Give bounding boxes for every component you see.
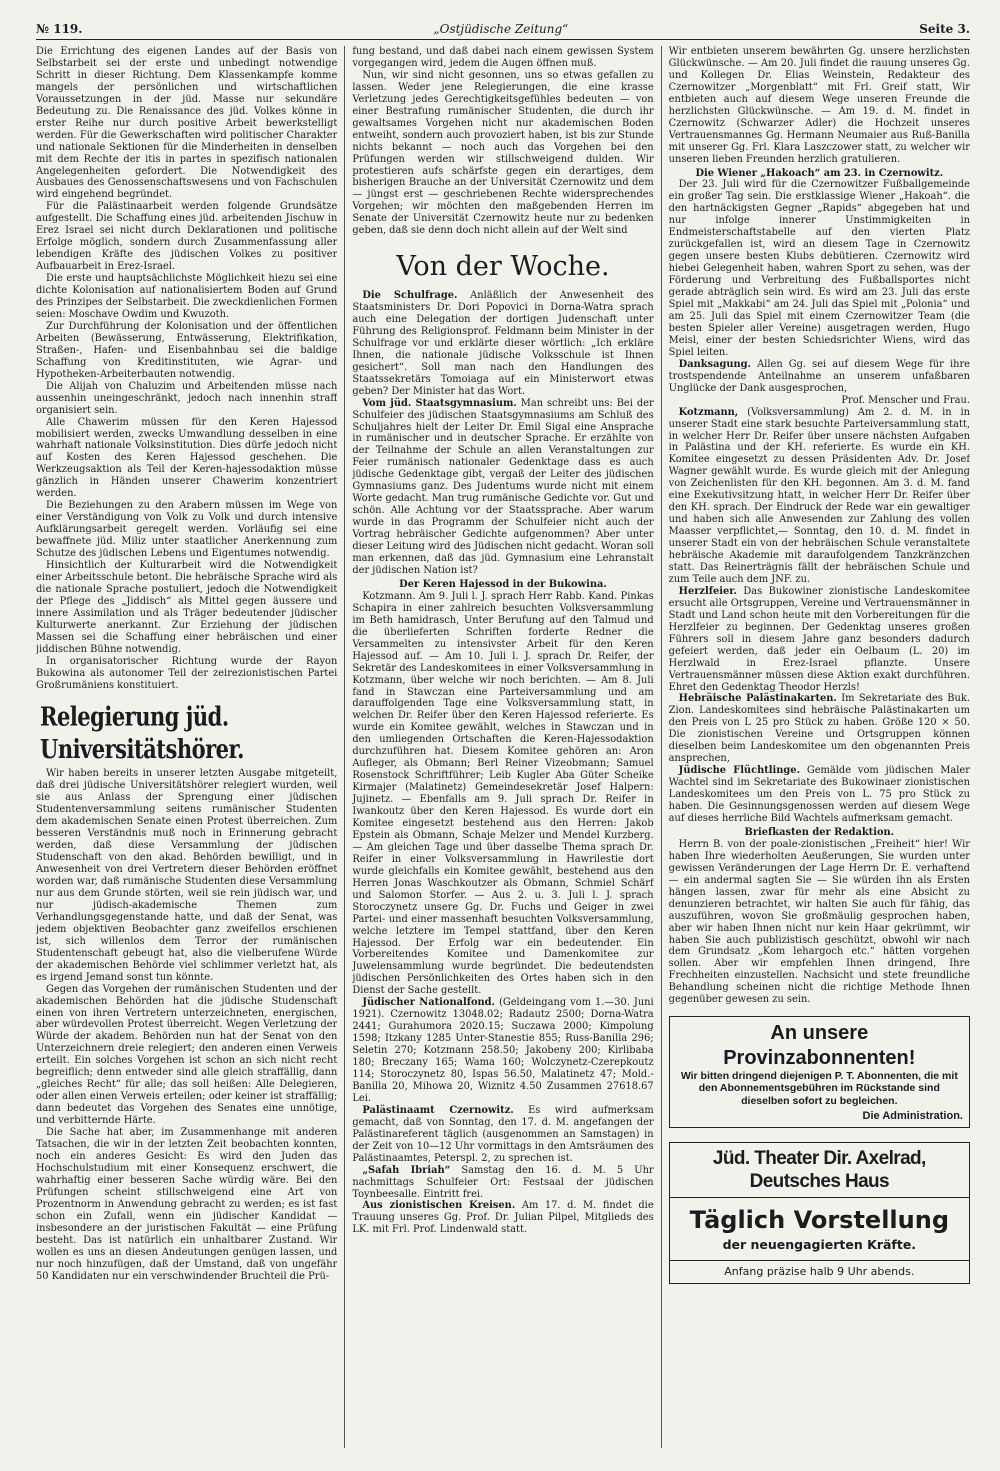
theater-start-time: Anfang präzise halb 9 Uhr abends. <box>670 1260 969 1282</box>
paragraph: Die erste und hauptsächlichste Möglichkeit hiezu sei eine dichte Kolonisation auf nationalisiertem Boden auf Grund des Prinzipes der Selbstarbeit. Die zweckdienlichen Formen seien: Moschave Owdim und Kwuzoth. <box>36 273 338 320</box>
column-1 <box>36 46 337 1448</box>
item-text: Anläßlich der Anwesenheit des Staatsministers Dr. Dori Popovici in Dorna-Watra sprach auch eine Delegation der dortigen Judenschaft unter Führung des Religionsprof. Feldmann beim Minister in der Schulfrage vor und erklärte dieser wörtlich: „Ich erkläre Ihnen, die nationale jüdische Volksschule ist Ihnen gesichert“. Soll man nach den Handlungen des Staatssekretärs Tomoiaga auf ein Ministerwort etwas geben? Der Minister hat das Wort. <box>352 290 654 397</box>
item-heading: Herzlfeier. <box>678 585 737 597</box>
news-item <box>352 1165 653 1201</box>
item-text: Allen Gg. sei auf diesem Wege für ihre trostspendende Anteilnahme an unserem unfaßbaren Unglücke der Dank ausgesprochen, <box>668 358 970 394</box>
theater-headline: Täglich Vorstellung <box>689 1206 949 1235</box>
issue-number: № 119. <box>36 22 83 36</box>
item-text: Herrn B. von der poale-zionistischen „Freiheit“ hier! Wir haben Ihre wiederholten Aeußerungen, Sie wurden unter gewissen Veränderungen der Lage Herrn Dr. E. verhaftend — ein andermal sagten Sie — Sie würden ihn als Ersten hängen lassen, zwar für mehr als eine Absicht zu denunzieren betrachtet, wir halten Sie auch für fähig, das auszuführen, wovon Sie großmäulig gesprochen haben, aber wir haben Ihnen nicht nur kein Haar gekrümmt, wir haben Sie auch publizistisch geschützt, obwohl wir nach dem Grundsatz „Kom lehargoch etc.“ hätten vorgehen sollen. Aber wir empfehlen Ihnen dringend, Ihre Frechheiten einzustellen. Nachsicht und stete freundliche Behandlung scheinen nicht die richtige Methode Ihnen gegenüber gewesen zu sein. <box>668 838 970 1006</box>
item-heading: Briefkasten der Redaktion. <box>744 826 895 838</box>
item-text: Kotzmann. Am 9. Juli l. J. sprach Herr Rabb. Kand. Pinkas Schapira in einer zahlreich besuchten Volksversammlung im Beth hamidrasch, Unter Berufung auf den Talmud und die überlieferten Schriften forderte Redner die Versammelten zu intensivster Arbeit für den Keren Hajessod auf. — Am 10. Juli l. J. sprach Dr. Reifer, der Sekretär des Landeskomitees in einer Volksversammlung in Kotzmann, über welche wir noch berichten. — Am 8. Juli fand in Stawczan eine Parteiversammlung und am darauffolgenden Tage eine Volksversammlung statt, in welchen Dr. Reifer über den Keren Hajessod referierte. Es wurde ein Komitee gewählt, welches in Stawczan und in den umliegenden Ortschaften die Keren-Hajessodaktion durchzuführen hat. Diesem Komitee gehören an: Aron Aufleger, als Obmann; Berl Reiner Vizeobmann; Samuel Rosenstock Schriftführer; Leib Kugler Aba Güter Scheike Kirmajer (Malatinetz) Gemeindesekretär Josef Halpern: Jujinetz. — Ebenfalls am 9. Juli sprach Dr. Reifer in Iwankoutz über den Keren Hajessod. Es wurde dort ein Komitee eingesetzt bestehend aus den Herren: Jakob Epstein als Obmann, Schaje Melzer und Mendel Kurzberg.— Am gleichen Tage und über dasselbe Thema sprach Dr. Reifer in einer Volksversammlung in Hawrilestie dort wurde gleichfalls ein Komitee gewählt, bestehend aus den Herren Jonas Waschkoutzer als Obmann, Schmiel Schärf und Salomon Storfer. — Aus 2. u. 3. Juli l. J. sprach Storoczynetz unsere Gg. Dr. Fuchs und Geiger in zwei Partei- und einer massenhaft besuchten Volksversammlung, welche letztere im Tempel stattfand, über den Keren Hajessod. Der Erfolg war ein bedeutender. Ein Vorbereitendes Komitee und Damenkomitee zur Juwelensammlung wurde begründet. Die bedeutendsten jüdischen Persönlichkeiten des Ortes haben sich in den Dienst der Sache gestellt. <box>352 590 654 997</box>
item-heading: Danksagung. <box>678 358 751 370</box>
column-divider <box>661 46 662 1448</box>
news-item <box>352 1105 653 1165</box>
paragraph: fung bestand, und daß dabei nach einem gewissen System vorgegangen wird, jedem die Augen öffnen muß. <box>352 46 654 69</box>
news-item <box>352 997 653 1105</box>
item-heading: Jüdischer Nationalfond. <box>362 997 495 1009</box>
paragraph: Für die Palästinaarbeit werden folgende Grundsätze aufgestellt. Die Schaffung eines jüd. arbeitenden Jischuw in Erez Israel sei nicht durch Deklarationen und politische Erfolge möglich, sondern durch Zusammenfassung aller lebendigen Kräfte des jüdischen Volkes zu positiver Aufbauarbeit in Erez-Israel. <box>36 201 338 273</box>
item-heading: Der Keren Hajessod in der Bukowina. <box>399 578 607 590</box>
theater-advertisement <box>669 1142 970 1284</box>
item-text: Gemälde vom jüdischen Maler Wachtel sind im Sekretariate des Bukowinaer zionistischen Landeskomitees um den Preis von L. 75 pro Stück zu haben. Die Gesinnungsgenossen werden auf diesem Wege auf dieses herrliche Bild Wachtels aufmerksam gemacht. <box>668 765 970 824</box>
item-text: Man schreibt uns: Bei der Schulfeier des jüdischen Staatsgymnasiums am Schluß des Schuljahres hielt der Leiter Dr. Emil Sigal eine Ansprache in rumänischer und in deutscher Sprache. Er erzählte von der Teilnahme der Schule an allen Veranstaltungen zur Feier rumänisch nationaler Gedenktage dass es auch jüdische Gedenktage gibt, vergaß der Leiter des jüdischen Gymnasiums ganz. Des Judentums wurde nicht mit einem Worte gedacht. Man trug rumänische Gedichte vor. Gut und schön. Alle Achtung vor der Staatssprache. Aber warum wurde in das Programm der Schulfeier nicht auch der Vortrag hebräischer Gedichte aufgenommen? Aber unter dieser Leitung wird des Jüdischen nicht gedacht. Woran soll man erkennen, daß das jüd. Gymnasium eine Lehranstalt der jüdischen Nation ist? <box>352 397 654 576</box>
news-item <box>669 765 970 825</box>
item-heading: Die Wiener „Hakoach“ am 23. in Czernowitz. <box>695 167 944 179</box>
item-text: Es wird aufmerksam gemacht, daß von Sonntag, den 17. d. M. angefangen der Palästinareferent täglich (ausgenommen an Samstagen) in der Zeit von 10—12 Uhr vormittags in den Amtsräumen des Palästinaamtes, Peterspl. 2, zu sprechen ist. <box>352 1104 654 1164</box>
paragraph: Die Sache hat aber, im Zusammenhange mit anderen Tatsachen, die wir in der letzten Zeit beobachten konnten, noch ein anderes Gesicht: Es wird den Juden das Hochschulstudium mit einer Konsequenz erschwert, die wahrhaftig einer besseren Sache würdig wäre. Bei den Prüfungen scheint stillschweigend eine Art von Prozentnorm in Anwendung gebracht zu werden; es ist fast schon ein Zufall, wenn ein jüdischer Kandidat — insbesondere an der juristischen Fakultät — eine Prüfung besteht. Das ist natürlich ein unhaltbarer Zustand. Wir wollen es uns an diesen Andeutungen genügen lassen, und nur noch hinzufügen, daß der Umstand, daß von ungefähr 50 Kandidaten nur ein verschwindender Bruchteil die Prü- <box>36 1127 338 1282</box>
item-heading: Aus zionistischen Kreisen. <box>362 1200 516 1212</box>
subscriber-notice-box <box>669 1016 970 1128</box>
paragraph: Hinsichtlich der Kulturarbeit wird die Notwendigkeit einer Arbeitsschule betont. Die hebräische Sprache wird als die nationale Sprache postuliert, jedoch die Notwendigkeit der Pflege des „Jiddisch“ als Mittel gegen äussere und innere Assimilation und als Träger bedeutender jüdischer Kulturwerte anerkannt. Zur Erziehung der jüdischen Massen sei die Schaffung einer hebräischen und einer jiddischen Bühne notwendig. <box>36 559 338 655</box>
column-3 <box>669 46 970 1448</box>
paragraph: Gegen das Vorgehen der rumänischen Studenten und der akademischen Behörden hat die jüdische Studenschaft einen von ihren Vertretern unterzeichneten, energischen, aber würdevollen Protest überreicht. Wegen Verletzung der Würde der akadem. Behörden nun hat der Senat von den Unterzeichnern dreie relegiert; den anderen einen Verweis erteilt. Ein solches Vorgehen ist schon an sich nicht recht begreiflich; denn entweder sind alle gleich straffällig, dann „gleiches Recht“ für alle; das soll heißen: Alle Delegieren, oder allen einen Verweis erteilen; oder keiner ist straffällig; dann bedeutet das Vorgehen des Senates eine unnötige, und verbitternde Härte. <box>36 983 338 1127</box>
column-divider <box>344 46 345 1448</box>
item-text: (Volksversammlung) Am 2. d. M. in in unserer Stadt eine stark besuchte Parteiversammlung statt, in welcher Herr Dr. Reifer über unsere nächsten Aufgaben in Palästina und der KH. referierte. Es wurde ein KH. Komitee eingesetzt zu dessen Präsidenten Adv. Dr. Josef Wagner gewählt wurde. Es wurde gleich mit der Anlegung von Zeichenlisten für den KH. begonnen. Am 3. d. M. fand eine Exekutivsitzung htatt, in welcher Herr Dr. Reifer über den KH. sprach. Der Eindruck der Rede war ein gewaltiger und haben sich alle Anwesenden zur Zahlung des vollen Maasser verpflichtet,— Sonntag, den 10. d. M. findet in unserer Stadt ein von der hebräischen Schule veranstaltete hebräische Akademie mit daraufolgendem Tanzkränzchen statt. Das Reinerträgnis fällt der hebräischen Schule und zum Teile auch dem JNF. zu. <box>668 406 970 585</box>
column-2 <box>352 46 653 1448</box>
item-heading: Die Schulfrage. <box>362 290 458 302</box>
news-item <box>669 359 970 395</box>
paragraph: Nun, wir sind nicht gesonnen, uns so etwas gefallen zu lassen. Weder jene Relegierungen, die eine krasse Verletzung jedes Gerechtigkeitsgefühles bedeuten — von einer Bestrafung rumänischer Studenten, die durch ihr gewaltsames Vorgehen nicht nur akademischen Boden entweiht, sondern auch provoziert haben, ist bis zur Stunde nichts bekannt — noch auch das Vorgehen bei den Prüfungen werden wir stillschweigend dulden. Wir protestieren aufs schärfste gegen ein derartiges, dem bisherigen Brauche an der Universität Czernowitz und dem — jüngst erst — geschriebenen Rechte widersprechendes Vorgehen; wir möchten den maßgebenden Herren im Senate der Universität Czernowitz heute nur zu bedenken geben, daß sie denn doch nicht allein auf der Welt sind <box>352 69 654 237</box>
news-item <box>352 398 653 577</box>
item-text: Der 23. Juli wird für die Czernowitzer Fußballgemeinde ein großer Tag sein. Die erstklassige Wiener „Hakoah“. die den hartnäckigsten Gegner „Rapids“ abgegeben hat und nur infolge innerer Unstimmigkeiten in Endmeisterschaftstabelle auf den vierten Platz zurückgefallen ist, wird an diesem Tage in Czernowitz gegen unsere besten Klubs debütieren. Czernowitz wird hiebei Gelegenheit haben, wahren Sport zu sehen, was der Förderung und Verbreitung des Fußballsportes nicht gerade abträglich sein wird. Es wird am 23. Juli das erste Spiel mit „Makkabi“ am 24. Juli das Spiel mit „Polonia“ und am 25. Juli das Spiel mit einem Czernowitzer Team (die besten Spieler aller Vereine) ausgetragen werden, Hugo Meisl, einer der besten Schiedsrichter Wiens, wird das Spiel leiten. <box>668 179 970 358</box>
newspaper-page <box>36 22 970 1452</box>
news-item <box>669 407 970 586</box>
news-item <box>352 290 653 398</box>
paragraph: Zur Durchführung der Kolonisation und der öffentlichen Arbeiten (Bewässerung, Entwässerung, Elektrifikation, Straßen-, Hafen- und Eisenbahnbau sei die baldige Schaffung von Kreditinstituten, wie Agrar- und Hypotheken-Arbeiterbauten notwendig. <box>36 320 338 380</box>
notice-title: An unsere Provinzabonnenten! <box>723 1022 916 1069</box>
item-text: Samstag den 16. d. M. 5 Uhr nachmittags Schulfeier Ort: Festsaal der jüdischen Toynbeesalle. Eintritt frei. <box>352 1164 654 1200</box>
item-text: (Geldeingang vom 1.—30. Juni 1921). Czernowitz 13048.02; Radautz 2500; Dorna-Watra 2441; Gurahumora 2020.15; Suczawa 2000; Kimpolung 1598; Itzkany 1285 Unter-Stanestie 855; Russ-Banilla 296; Seletin 270; Kotzmann 258.50; Jakobeny 200; Kirlibaba 180; Breczany 165; Wama 160; Wolczynetz-Czerepkoutz 114; Storoczynetz 80, Ispas 56.50, Malatinetz 47; Mold.-Banilla 20, Mihowa 20, Wiznitz 4.50 Zusammen 27618.67 Lei. <box>352 997 654 1104</box>
item-heading: Kotzmann, <box>678 406 739 418</box>
paragraph: Wir haben bereits in unserer letzten Ausgabe mitgeteilt, daß drei jüdische Universitätshörer relegiert wurden, weil sie aus Anlass der Sprengung einer jüdischen Studentenversammlung seitens rumänischer Studenten dem akademischen Senate einen Protest überreichen. Zum besseren Verständnis muß noch in Erinnerung gebracht werden, daß diese Versammlung der jüdischen Studenschaft von den akad. Behörden bewilligt, und in Anwesenheit von drei Vertretern dieser Behörden eröffnet worden war, daß rumänische Studenten diese Versammlung nur aus dem Grunde störten, weil sie rein jüdisch war, und nur jüdisch-akademische Themen zum Verhandlungsgegenstande hatte, und daß der Senat, was jedem objektiven Beobachter ganz zweifellos erschienen ist, sich willenlos dem Terror der rumänischen Studentenschaft gebeugt hat, also die vielberufene Würde der akademischen Behörde viel schlimmer verletzt hat, als es irgend Jemand sonst tun könnte. <box>36 768 338 983</box>
columns <box>36 46 970 1448</box>
item-text: Im Sekretariate des Buk. Zion. Landeskomitees sind hebräische Palästinakarten um den Preis von L 25 pro Stück zu haben. Größe 120 × 50. Die zionistischen Vereine und Ortsgruppen können dieselben beim Landeskomitee um den obgenannten Preis ansprechen, <box>668 693 970 765</box>
paragraph: Die Errichtung des eigenen Landes auf der Basis von Selbstarbeit sei der erste und unbedingt notwendige Schritt in dieser Richtung. Dem Klassenkampfe komme mangels der persönlichen und wirtschaftlichen Voraussetzungen in der jüd. Masse nur sekundäre Bedeutung zu. Die Renaissance des jüd. Volkes könne in erster Reihe nur durch positive Arbeit bewerkstelligt werden. Für die Gewerkschaften wird politischer Charakter und nationale Sektionen für die Minderheiten in denselben mit dem Rechte der itis in partes in spezifisch nationalen Angelegenheiten gefordert. Die Notwendigkeit des Ausbaues des Genossenschaftswesens und von Fachschulen wird eingehend begründet. <box>36 46 338 201</box>
paragraph: Die Alijah von Chaluzim und Arbeitenden müsse nach aussenhin uneingeschränkt, jedoch nach innenhin straff organisiert sein. <box>36 380 338 416</box>
newspaper-title: „Ostjüdische Zeitung“ <box>433 22 569 36</box>
masthead <box>36 22 970 40</box>
paragraph: Die Beziehungen zu den Arabern müssen im Wege von einer Verständigung von Volk zu Volk und durch intensive Aufklärungsarbeit geregelt werden. Vorläufig sei eine bewaffnete jüd. Miliz unter staatlicher Anerkennung zum Schutze des jüdischen Lebens und Eigentumes notwendig. <box>36 500 338 560</box>
signature: Prof. Menscher und Frau. <box>841 394 970 406</box>
news-item <box>352 1200 653 1236</box>
paragraph: Alle Chawerim müssen für den Keren Hajessod mobilisiert werden, zwecks Umwandlung desselben in eine wahrhaft nationale Volksinstitution. Dies dürfe jedoch nicht auf Kosten des Keren Hajessod geschehen. Die Werkzeugsaktion als Teil der Keren-hajessodaktion müsse gänzlich in Händen unserer Chawerim konzentriert werden. <box>36 416 338 500</box>
item-heading: Jüdische Flüchtlinge. <box>678 765 800 777</box>
item-heading: Vom jüd. Staatsgymnasium. <box>362 397 517 409</box>
notice-signature: Die Administration. <box>862 1109 963 1122</box>
theater-name: Jüd. Theater Dir. Axelrad, Deutsches Haus <box>670 1143 969 1198</box>
item-text: Das Bukowiner zionistische Landeskomitee ersucht alle Ortsgruppen, Vereine und Vertrauensmänner in Stadt und Land schon heute mit den Vorbereitungen für die Herzlfeier zu beginnen. Der Gedenktag unseres großen Führers soll in diesem Jahre ganz besonders dadurch gefeiert werden, daß jeder ein Oelbaum (L. 20) im Herzlwald in Erez-Israel pflanzte. Unsere Vertrauensmänner müssen diese Aktion exakt durchführen. Ehret den Gedenktag Theodor Herzls! <box>668 585 970 693</box>
news-item <box>669 693 970 765</box>
item-heading: Hebräische Palästinakarten. <box>678 693 837 705</box>
item-text: Am 17. d. M. findet die Trauung unseres Gg. Prof. Dr. Julian Pilpel, Mitglieds des LK. mit Frl. Prof. Lindenwald statt. <box>352 1200 654 1236</box>
paragraph: In organisatorischer Richtung wurde der Rayon Bukowina als autonomer Teil der zeirezionistischen Partei Großrumäniens konstituiert. <box>36 655 338 691</box>
item-heading: Palästinaamt Czernowitz. <box>362 1104 514 1116</box>
paragraph: Wir entbieten unserem bewährten Gg. unsere herzlichsten Glückwünsche. — Am 20. Juli findet die rauung unseres Gg. und Kollegen Dr. Elias Weinstein, Redakteur des Czernowitzer „Morgenblatt“ mit Frl. Greif statt, Wir entbieten auch auf diesem Wege unseren Freunde die herzlichsten Glückwünsche. — Am 19. d. M. findet in Czernowitz (Schwarzer Adler) die Hochzeit unseres Vertrauensmannes Gg. Hermann Neumaier aus Ruß-Banilla mit unserer Gg. Frl. Klara Laszczower statt, zu welcher wir unseren lieben Freunden herzlich gratulieren. <box>668 46 970 165</box>
article-headline: Relegierung jüd. Universitätshörer. <box>40 701 244 765</box>
page-number: Seite 3. <box>919 22 970 36</box>
news-item <box>669 586 970 694</box>
notice-text: Wir bitten dringend diejenigen P. T. Abonnenten, die mit den Abonnementsgebühren im Rückstande sind dieselben sofort zu begleichen. <box>680 1069 958 1108</box>
theater-subline: der neuengagierten Kräfte. <box>722 1237 917 1253</box>
item-heading: „Safah Ibriah“ <box>362 1164 451 1176</box>
section-title: Von der Woche. <box>396 251 610 283</box>
